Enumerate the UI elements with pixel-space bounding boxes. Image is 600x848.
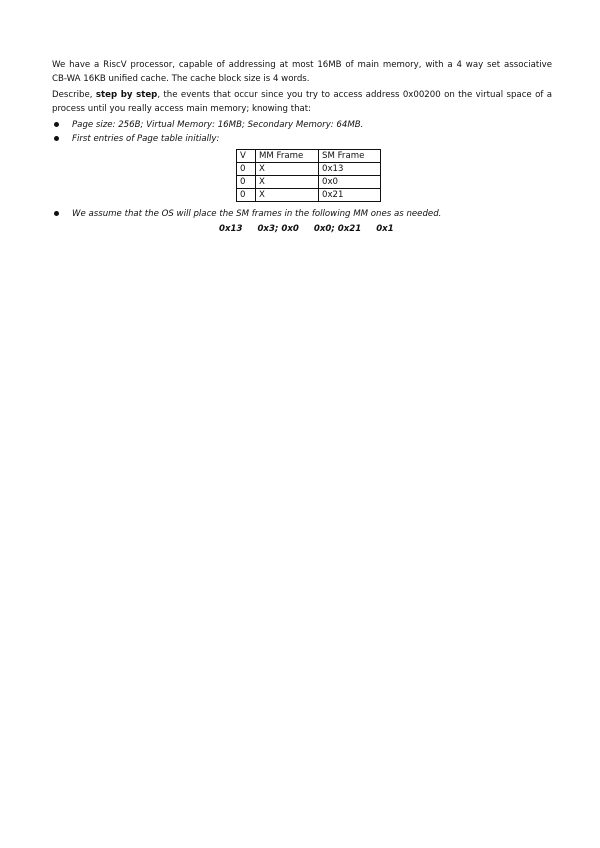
step-by-step-emphasis: step by step [95, 90, 158, 100]
intro-line-1: We have a RiscV processor, capable of addressing at most 16MB of main memory, with a 4 way set associative [52, 60, 552, 70]
table-row [237, 176, 381, 189]
intro-line-2: CB-WA 16KB unified cache. The cache block size is 4 words. [52, 74, 310, 84]
table-cell: 0 [237, 163, 256, 176]
list-item [52, 207, 552, 221]
task-line-1 [52, 88, 552, 102]
task-line-1-end: , the events that occur since you try to access address 0x00200 on the virtual space of a [157, 90, 552, 100]
column-header-sm-frame: SM Frame [319, 150, 381, 163]
assumptions-list [52, 118, 552, 146]
list-item [52, 118, 552, 132]
table-header-row [237, 150, 381, 163]
table-cell: 0 [237, 176, 256, 189]
bullet-text-os-placement: We assume that the OS will place the SM frames in the following MM ones as needed. [72, 209, 442, 219]
column-header-mm-frame: MM Frame [256, 150, 319, 163]
table-cell: 0x13 [319, 163, 381, 176]
page-table [236, 149, 381, 202]
bullet-text-page-table: First entries of Page table initially: [72, 134, 220, 144]
frame-mapping: 0x13 0x3; 0x0 0x0; 0x21 0x1 [219, 224, 394, 234]
task-paragraph [52, 88, 552, 116]
bullet-icon [54, 136, 59, 141]
table-cell: X [256, 189, 319, 202]
table-row [237, 189, 381, 202]
list-item [52, 132, 552, 146]
table-cell: 0x21 [319, 189, 381, 202]
table-cell: X [256, 176, 319, 189]
task-line-1-start: Describe, [52, 90, 96, 100]
bullet-text-sizes: Page size: 256B; Virtual Memory: 16MB; Secondary Memory: 64MB. [72, 120, 364, 130]
table-cell: X [256, 163, 319, 176]
bullet-icon [54, 122, 59, 127]
column-header-v: V [237, 150, 256, 163]
intro-paragraph [52, 58, 552, 86]
table-cell: 0 [237, 189, 256, 202]
table-row [237, 163, 381, 176]
bullet-icon [54, 211, 59, 216]
os-assumption-list [52, 207, 552, 221]
table-cell: 0x0 [319, 176, 381, 189]
task-line-2: process until you really access main memory; knowing that: [52, 104, 312, 114]
